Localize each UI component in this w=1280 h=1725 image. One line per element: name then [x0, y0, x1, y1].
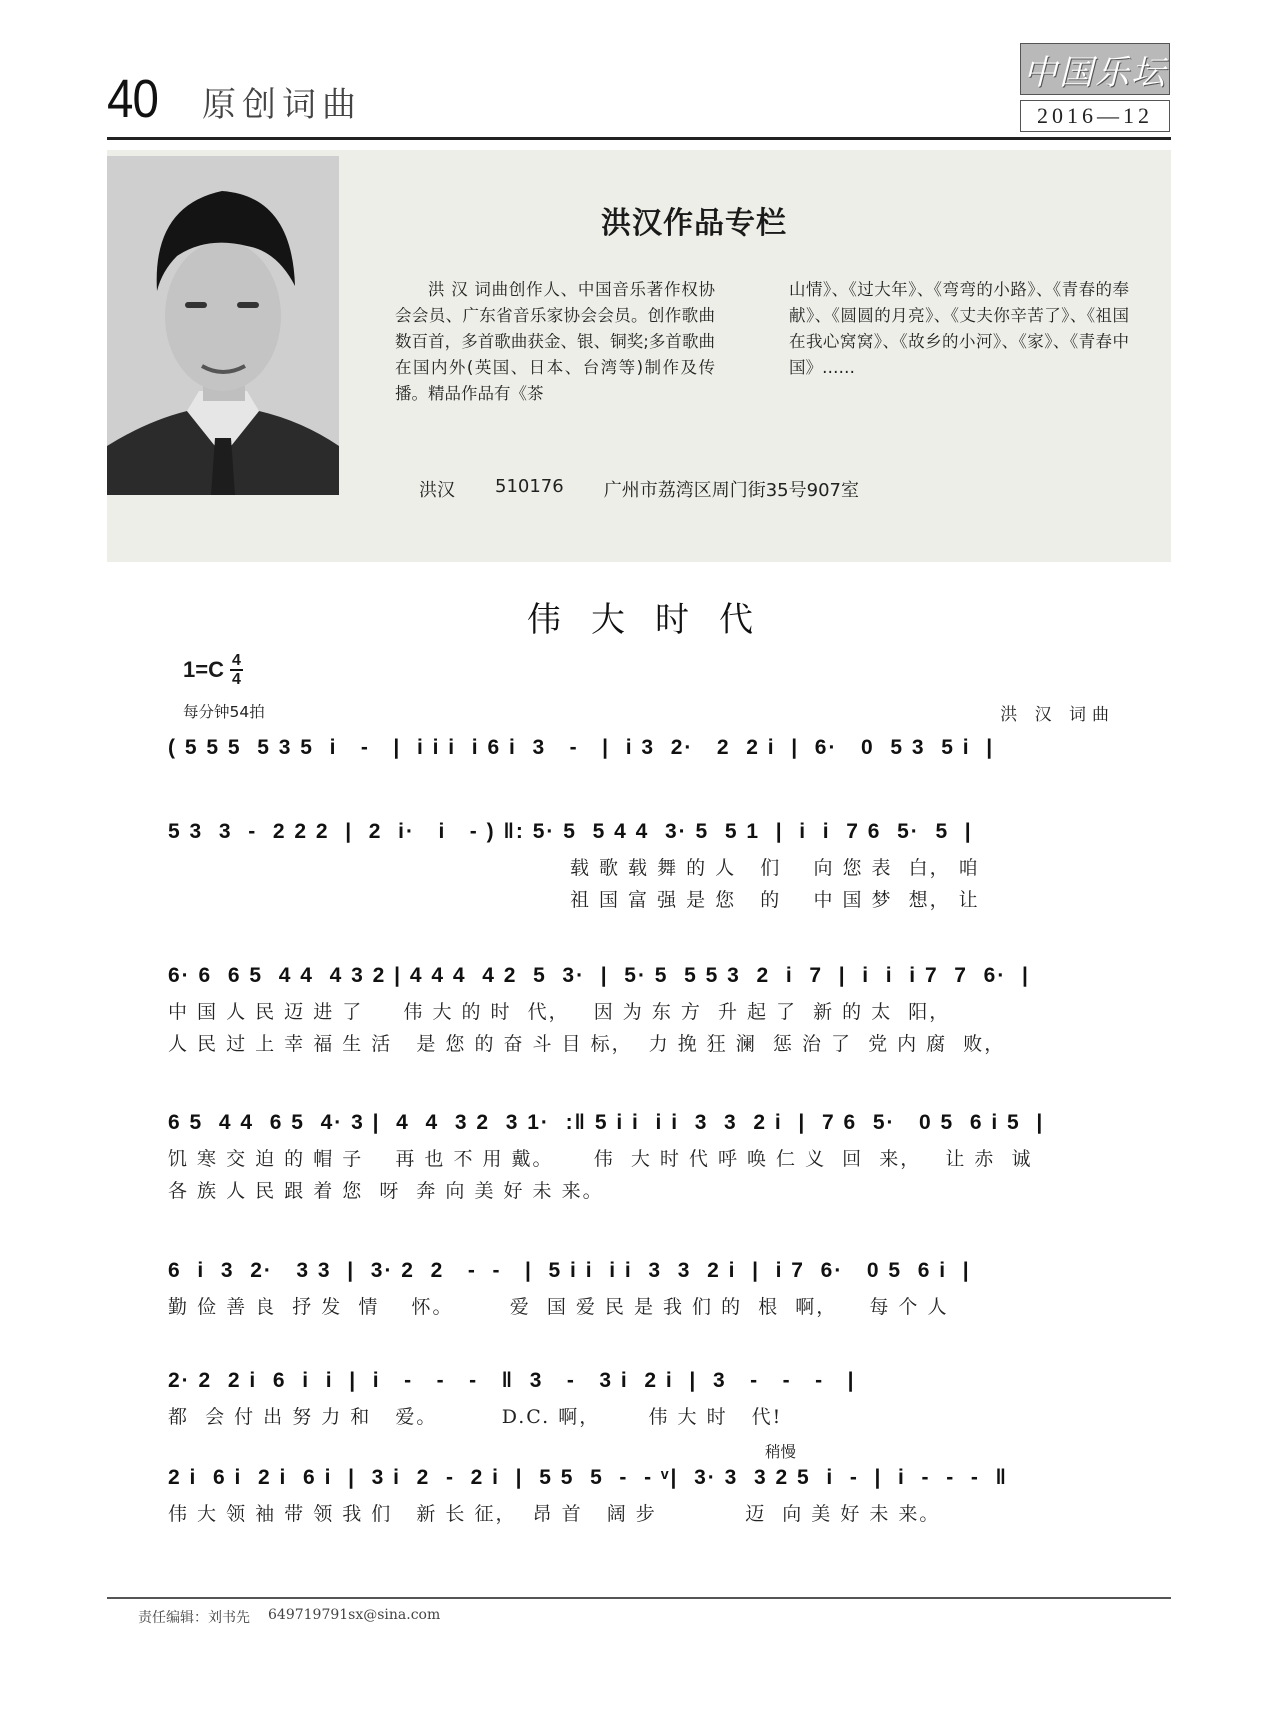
notation-row: 2 i 6 i 2 i 6 i | 3 i 2 - 2 i | 5 5 5 - - ᵛ| 3· 3 3 2 5 i - | i - - - ‖	[168, 1466, 1008, 1489]
score-line-4	[168, 1103, 1126, 1207]
lyric-row-verse-1: 中 国 人 民 迈 进 了 伟 大 的 时 代， 因 为 东 方 升 起 了 新 的 太 阳，	[168, 1001, 951, 1023]
lyric-row-verse-2: 各 族 人 民 跟 着 您 呀 奔 向 美 好 未 来。	[168, 1180, 604, 1202]
footer	[138, 1607, 440, 1627]
lyric-row: 伟 大 领 袖 带 领 我 们 新 长 征， 昂 首 阔 步 迈 向 美 好 未 来。	[168, 1503, 941, 1525]
contact-address: 广州市荔湾区周门街35号907室	[603, 480, 859, 501]
key-label: 1=C	[183, 657, 224, 682]
time-sig-bottom: 4	[232, 671, 241, 688]
time-signature	[230, 652, 243, 688]
song-title: 伟大时代	[527, 600, 783, 640]
profile-panel	[107, 150, 1171, 562]
page-number: 40	[107, 69, 159, 129]
score-line-1	[168, 728, 1126, 768]
issue-date: 2016—12	[1020, 100, 1170, 132]
lyric-row-verse-1: 载 歌 载 舞 的 人 们 向 您 表 白， 咱	[168, 857, 980, 879]
header-divider	[107, 137, 1171, 140]
score-line-6	[168, 1361, 1126, 1433]
score-line-5	[168, 1251, 1126, 1323]
notation-row: 6· 6 6 5 4 4 4 3 2 | 4 4 4 4 2 5 3· | 5· 5 5 5 3 2 i 7 | i i i 7 7 6· |	[168, 964, 1030, 987]
contact-name: 洪汉	[419, 480, 455, 501]
footer-divider	[107, 1597, 1171, 1599]
editor-email[interactable]: 649719791sx@sina.com	[268, 1607, 441, 1623]
key-signature	[183, 652, 243, 688]
lyric-row: 都 会 付 出 努 力 和 爱。 D.C. 啊， 伟 大 时 代!	[168, 1406, 783, 1428]
tempo-marking: 每分钟54拍	[183, 703, 265, 721]
score-line-2	[168, 812, 1126, 916]
song-credit: 洪 汉 词曲	[1000, 705, 1115, 725]
notation-row: 6 5 4 4 6 5 4· 3 | 4 4 3 2 3 1· :‖ 5 i i i i 3 3 2 i | 7 6 5· 0 5 6 i 5 |	[168, 1111, 1045, 1134]
section-title: 原创词曲	[202, 85, 362, 125]
contact-line	[107, 476, 1171, 502]
notation-row: 6 i 3 2· 3 3 | 3· 2 2 - - | 5 i i i i 3 3 2 i | i 7 6· 0 5 6 i |	[168, 1259, 971, 1282]
bio-text-left: 洪 汉 词曲创作人、中国音乐著作权协会会员、广东省音乐家协会会员。创作歌曲数百首，多首歌曲获金、银、铜奖;多首歌曲在国内外(英国、日本、台湾等)制作及传播。精品作品有《茶	[395, 280, 715, 403]
tempo-change-mark: 稍慢	[765, 1443, 797, 1461]
editor-credit: 责任编辑：刘书先	[138, 1610, 250, 1626]
lyric-row-verse-2: 祖 国 富 强 是 您 的 中 国 梦 想， 让	[168, 889, 980, 911]
magazine-logo: 中国乐坛	[1020, 43, 1170, 95]
bio-text-right: 山情》、《过大年》、《弯弯的小路》、《青春的奉献》、《圆圆的月亮》、《丈夫你辛苦了》、《祖国在我心窝窝》、《故乡的小河》、《家》、《青春中国》……	[789, 280, 1129, 377]
score-line-3	[168, 956, 1126, 1060]
notation-row: 5 3 3 - 2 2 2 | 2 i· i - ) ‖: 5· 5 5 4 4 3· 5 5 1 | i i 7 6 5· 5 |	[168, 820, 973, 843]
notation-row: 2· 2 2 i 6 i i | i - - - ‖ 3 - 3 i 2 i | 3 - - - |	[168, 1369, 856, 1392]
lyric-row-verse-2: 人 民 过 上 幸 福 生 活 是 您 的 奋 斗 目 标， 力 挽 狂 澜 惩 治 了 党 内 腐 败，	[168, 1033, 1006, 1055]
lyric-row-verse-1: 饥 寒 交 迫 的 帽 子 再 也 不 用 戴。 伟 大 时 代 呼 唤 仁 义 回 来， 让 赤 诚	[168, 1148, 1033, 1170]
notation-row: ( 5 5 5 5 3 5 i - | i i i i 6 i 3 - | i 3 2· 2 2 i | 6· 0 5 3 5 i |	[168, 736, 995, 759]
contact-postcode: 510176	[495, 476, 564, 497]
time-sig-top: 4	[232, 652, 241, 669]
lyric-row: 勤 俭 善 良 抒 发 情 怀。 爱 国 爱 民 是 我 们 的 根 啊， 每 个 人	[168, 1296, 949, 1318]
score-line-7	[168, 1443, 1126, 1530]
column-heading: 洪汉作品专栏	[601, 206, 787, 241]
